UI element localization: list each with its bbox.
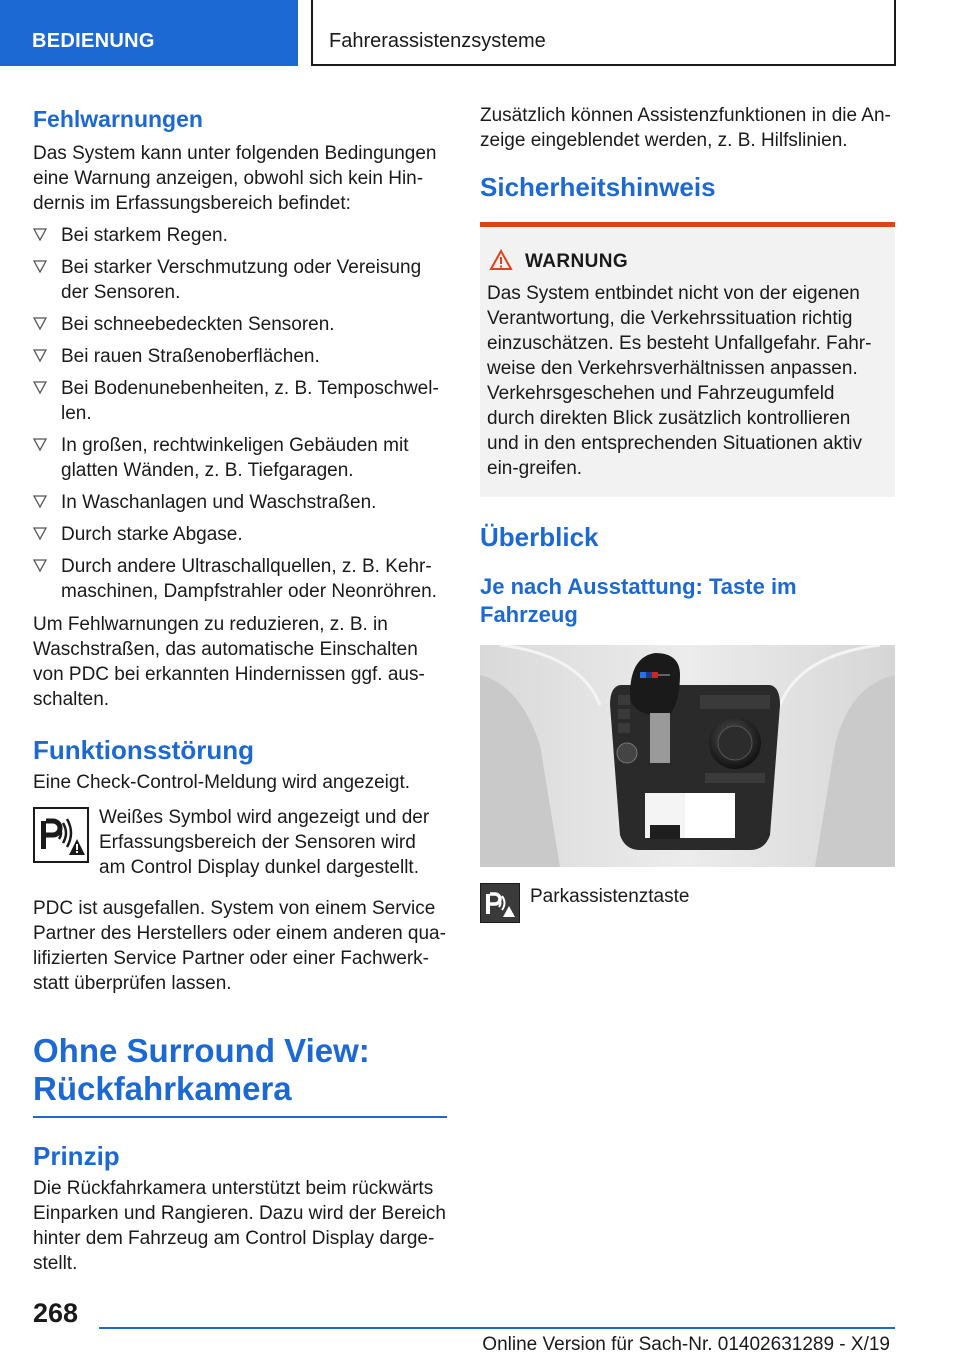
symbol-row <box>33 805 447 880</box>
triangle-bullet-icon <box>33 259 47 275</box>
list-item: In großen, rechtwinkeligen Gebäuden mit glatten Wänden, z. B. Tiefgaragen. <box>33 433 447 483</box>
heading-funktionsstoerung: Funktionsstörung <box>33 735 254 765</box>
page-number: 268 <box>33 1298 79 1328</box>
heading-sicherheitshinweis: Sicherheitshinweis <box>480 172 716 202</box>
assistenz-intro: Zusätzlich können Assistenzfunktionen in die An-zeige eingeblendet werden, z. B. Hilfslinien. <box>480 105 891 151</box>
parkassistenz-caption: Parkassistenztaste <box>530 886 690 907</box>
warning-box <box>480 222 895 497</box>
section-divider <box>33 1116 447 1118</box>
symbol-description: Weißes Symbol wird angezeigt und der Erfassungsbereich der Sensoren wird am Control Display dunkel dargestellt. <box>99 807 430 878</box>
triangle-bullet-icon <box>33 558 47 574</box>
page-header <box>0 0 960 66</box>
warning-label: WARNUNG <box>487 249 887 275</box>
parkassistenz-button-symbol <box>480 883 520 923</box>
right-column <box>480 100 895 927</box>
triangle-bullet-icon <box>33 437 47 453</box>
list-item: In Waschanlagen und Waschstraßen. <box>33 490 447 515</box>
funktionsstoerung-text1: Eine Check-Control-Meldung wird angezeigt. <box>33 772 411 793</box>
triangle-bullet-icon <box>33 526 47 542</box>
page-footer <box>0 1290 960 1362</box>
list-item: Bei starkem Regen. <box>33 223 447 248</box>
list-item: Durch andere Ultraschallquellen, z. B. Kehr-maschinen, Dampfstrahler oder Neonröhren. <box>33 554 447 604</box>
triangle-bullet-icon <box>33 316 47 332</box>
heading-taste-im-fahrzeug: Je nach Ausstattung: Taste im Fahrzeug <box>480 574 797 627</box>
fehlwarnungen-list <box>33 223 447 604</box>
heading-prinzip: Prinzip <box>33 1141 120 1171</box>
section-tab: BEDIENUNG <box>0 0 298 66</box>
funktionsstoerung-text2: PDC ist ausgefallen. System von einem Service Partner des Herstellers oder einem anderen qua-lifizierten Service Partner oder einer Fachwerk-statt überprüfen lassen. <box>33 898 446 994</box>
warning-triangle-icon <box>489 249 513 271</box>
triangle-bullet-icon <box>33 227 47 243</box>
fehlwarnungen-intro: Das System kann unter folgenden Bedingungen eine Warnung anzeigen, obwohl sich kein Hin-dernis im Erfassungsbereich befindet: <box>33 143 437 214</box>
left-column <box>33 100 447 1276</box>
list-item: Durch starke Abgase. <box>33 522 447 547</box>
triangle-bullet-icon <box>33 348 47 364</box>
warning-text: Das System entbindet nicht von der eigenen Verantwortung, die Verkehrssituation richtig einzuschätzen. Es besteht Unfallgefahr. Fahr-weise den Verkehrsverhältnissen anpassen. Verkehrsgeschehen und Fahrzeugumfeld durch direkten Blick zusätzlich kontrollieren und in den entsprechenden Situationen aktiv ein-greifen. <box>487 283 872 479</box>
fehlwarnungen-outro: Um Fehlwarnungen zu reduzieren, z. B. in Waschstraßen, das automatische Einschalten von PDC bei erkannten Hindernissen ggf. aus-schalten. <box>33 614 425 710</box>
parking-assistant-icon <box>481 884 519 922</box>
parkassistenz-row <box>480 883 895 927</box>
footer-version-text: Online Version für Sach-Nr. 01402631289 - X/19 <box>482 1334 890 1355</box>
heading-fehlwarnungen: Fehlwarnungen <box>33 106 203 132</box>
parking-sensor-warning-icon <box>35 809 87 861</box>
list-item: Bei rauen Straßenoberflächen. <box>33 344 447 369</box>
triangle-bullet-icon <box>33 380 47 396</box>
heading-ueberblick: Überblick <box>480 522 599 552</box>
list-item: Bei starker Verschmutzung oder Vereisung der Sensoren. <box>33 255 447 305</box>
pdc-fault-symbol <box>33 807 89 863</box>
list-item: Bei schneebedeckten Sensoren. <box>33 312 447 337</box>
heading-ohne-surround-view: Ohne Surround View: Rückfahrkamera <box>33 1032 370 1107</box>
triangle-bullet-icon <box>33 494 47 510</box>
list-item: Bei Bodenunebenheiten, z. B. Temposchwel-len. <box>33 376 447 426</box>
footer-divider <box>99 1327 895 1329</box>
center-console-illustration <box>480 645 895 867</box>
chapter-title: Fahrerassistenzsysteme <box>311 0 896 66</box>
prinzip-text: Die Rückfahrkamera unterstützt beim rückwärts Einparken und Rangieren. Dazu wird der Bereich hinter dem Fahrzeug am Control Display darge-stellt. <box>33 1178 446 1274</box>
center-console-photo <box>480 645 895 867</box>
